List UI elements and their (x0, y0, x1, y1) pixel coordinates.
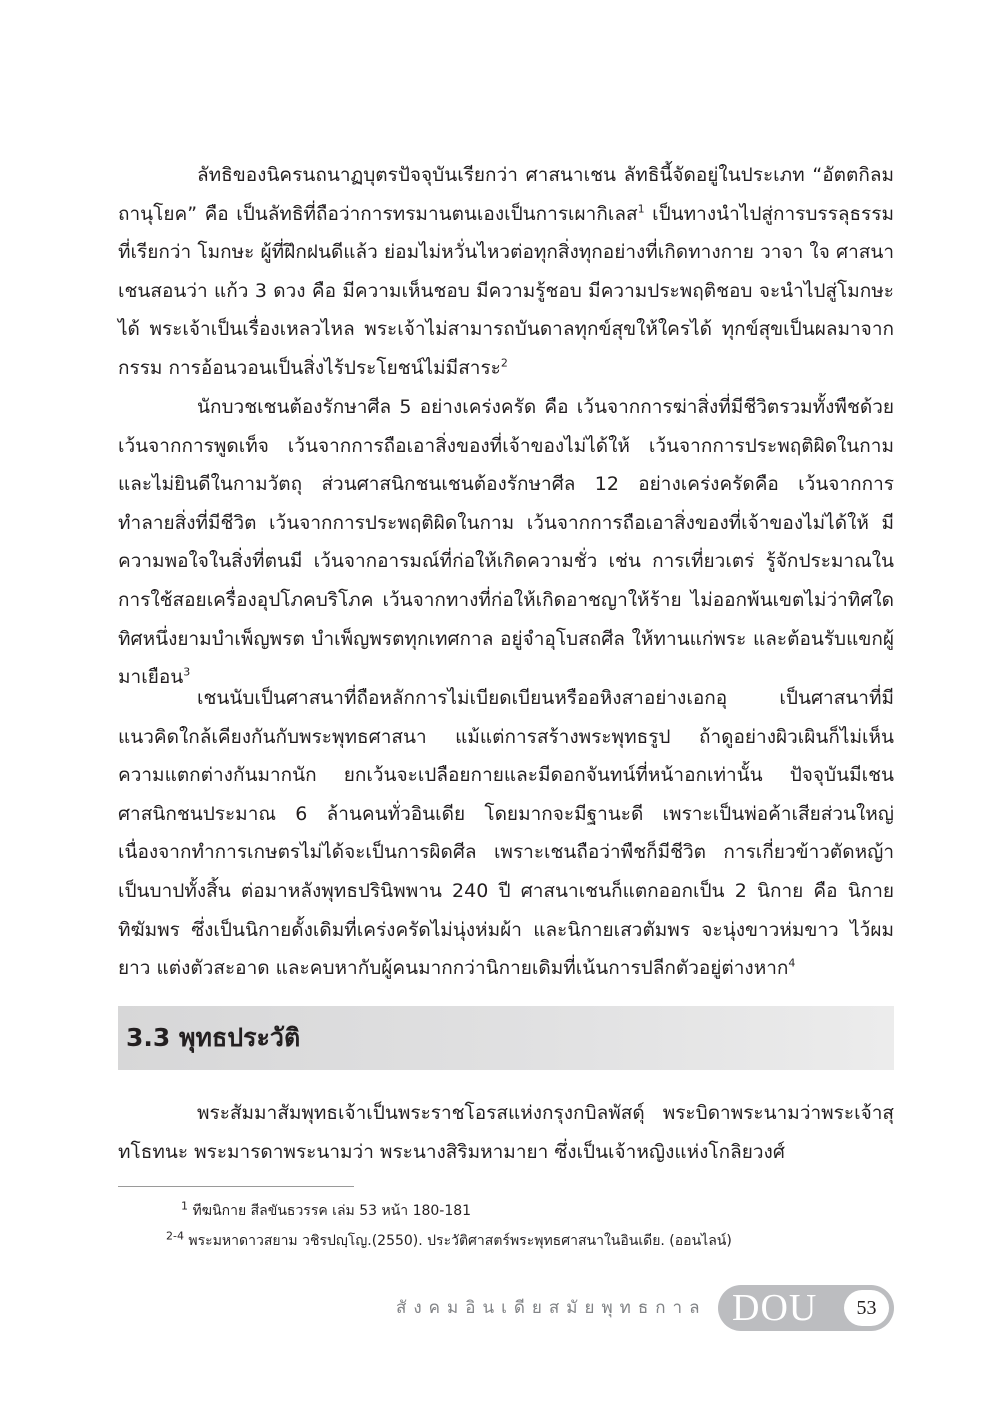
footnote-1 (181, 1201, 471, 1221)
footnote-ref: 4 (788, 956, 796, 970)
brand-logo-text: DOU (732, 1287, 818, 1329)
dou-page-badge (718, 1285, 894, 1331)
footnote-ref: 2 (500, 356, 508, 370)
paragraph-text: เชนนับเป็นศาสนาที่ถือหลักการไม่เบียดเบียนหรืออหิงสาอย่างเอกอุ เป็นศาสนาที่มีแนวคิดใกล้เคียงกันกับพระพุทธศาสนา แม้แต่การสร้างพระพุทธรูป ถ้าดูอย่างผิวเผินก็ไม่เห็นความแตกต่างกันมากนัก ยกเว้นจะเปลือยกายและมีดอกจันทน์ที่หน้าอกเท่านั้น ปัจจุบันมีเชนศาสนิกชนประมาณ 6 ล้านคนทั่วอินเดีย โดยมากจะมีฐานะดี เพราะเป็นพ่อค้าเสียส่วนใหญ่ เนื่องจากทำการเกษตรไม่ได้จะเป็นการผิดศีล เพราะเชนถือว่าพืชก็มีชีวิต การเกี่ยวข้าวตัดหญ้าเป็นบาปทั้งสิ้น ต่อมาหลังพุทธปรินิพพาน 240 ปี ศาสนาเชนก็แตกออกเป็น 2 นิกาย คือ นิกายทิฆัมพร ซึ่งเป็นนิกายดั้งเดิมที่เคร่งครัดไม่นุ่งห่มผ้า และนิกายเสวตัมพร จะนุ่งขาวห่มขาว ไว้ผมยาว แต่งตัวสะอาด และคบหากับผู้คนมากกว่านิกายเดิมที่เน้นการปลีกตัวอยู่ต่างหาก (118, 687, 894, 980)
footnote-ref: 3 (183, 665, 191, 679)
running-footer-title: สังคมอินเดียสมัยพุทธกาล (396, 1298, 707, 1318)
page-number: 53 (856, 1297, 877, 1319)
paragraph-jain-ahimsa (118, 679, 894, 988)
paragraph-jain-precepts (118, 388, 894, 697)
page-number-circle (844, 1290, 889, 1326)
footnote-divider (118, 1186, 354, 1187)
paragraph-text: พระสัมมาสัมพุทธเจ้าเป็นพระราชโอรสแห่งกรุงกบิลพัสดุ์ พระบิดาพระนามว่าพระเจ้าสุทโธทนะ พระมารดาพระนามว่า พระนางสิริมหามายา ซึ่งเป็นเจ้าหญิงแห่งโกลิยวงศ์ (118, 1102, 894, 1163)
section-heading-bar (118, 1006, 894, 1070)
paragraph-buddha-biography (118, 1094, 894, 1171)
footnote-ref: 1 (637, 202, 645, 216)
paragraph-text: เป็นทางนำไปสู่การบรรลุธรรมที่เรียกว่า โมกษะ ผู้ที่ฝึกฝนดีแล้ว ย่อมไม่หวั่นไหวต่อทุกสิ่งทุกอย่างที่เกิดทางกาย วาจา ใจ ศาสนาเชนสอนว่า แก้ว 3 ดวง คือ มีความเห็นชอบ มีความรู้ชอบ มีความประพฤติชอบ จะนำไปสู่โมกษะได้ พระเจ้าเป็นเรื่องเหลวไหล พระเจ้าไม่สามารถบันดาลทุกข์สุขให้ใครได้ ทุกข์สุขเป็นผลมาจากกรรม การอ้อนวอนเป็นสิ่งไร้ประโยชน์ไม่มีสาระ (118, 202, 894, 379)
footnote-2-4 (166, 1231, 732, 1251)
section-title: 3.3 พุทธประวัติ (126, 1023, 301, 1052)
footnote-marker: 1 (181, 1199, 188, 1213)
paragraph-text: นักบวชเชนต้องรักษาศีล 5 อย่างเคร่งครัด คือ เว้นจากการฆ่าสิ่งที่มีชีวิตรวมทั้งพืชด้วย เว้นจากการพูดเท็จ เว้นจากการถือเอาสิ่งของที่เจ้าของไม่ได้ให้ เว้นจากการประพฤติผิดในกาม และไม่ยินดีในกามวัตถุ ส่วนศาสนิกชนเชนต้องรักษาศีล 12 อย่างเคร่งครัดคือ เว้นจากการทำลายสิ่งที่มีชีวิต เว้นจากการประพฤติผิดในกาม เว้นจากการถือเอาสิ่งของที่เจ้าของไม่ได้ให้ มีความพอใจในสิ่งที่ตนมี เว้นจากอารมณ์ที่ก่อให้เกิดความชั่ว เช่น การเที่ยวเตร่ รู้จักประมาณในการใช้สอยเครื่องอุปโภคบริโภค เว้นจากทางที่ก่อให้เกิดอาชญาให้ร้าย ไม่ออกพ้นเขตไม่ว่าทิศใดทิศหนึ่งยามบำเพ็ญพรต บำเพ็ญพรตทุกเทศกาล อยู่จำอุโบสถศีล ให้ทานแก่พระ และต้อนรับแขกผู้มาเยือน (118, 396, 894, 689)
footnote-text: ทีฆนิกาย สีลขันธวรรค เล่ม 53 หน้า 180-181 (192, 1203, 472, 1219)
footnote-marker: 2-4 (166, 1229, 184, 1243)
paragraph-text: ลัทธิของนิครนถนาฏบุตรปัจจุบันเรียกว่า ศาสนาเชน ลัทธินี้จัดอยู่ในประเภท “อัตตกิลมถานุโยค” คือ เป็นลัทธิที่ถือว่าการทรมานตนเองเป็นการเผากิเลส (118, 164, 894, 225)
paragraph-jain-doctrine (118, 156, 894, 388)
footnote-text: พระมหาดาวสยาม วชิรปญฺโญ.(2550). ประวัติศาสตร์พระพุทธศาสนาในอินเดีย. (ออนไลน์) (188, 1233, 732, 1249)
